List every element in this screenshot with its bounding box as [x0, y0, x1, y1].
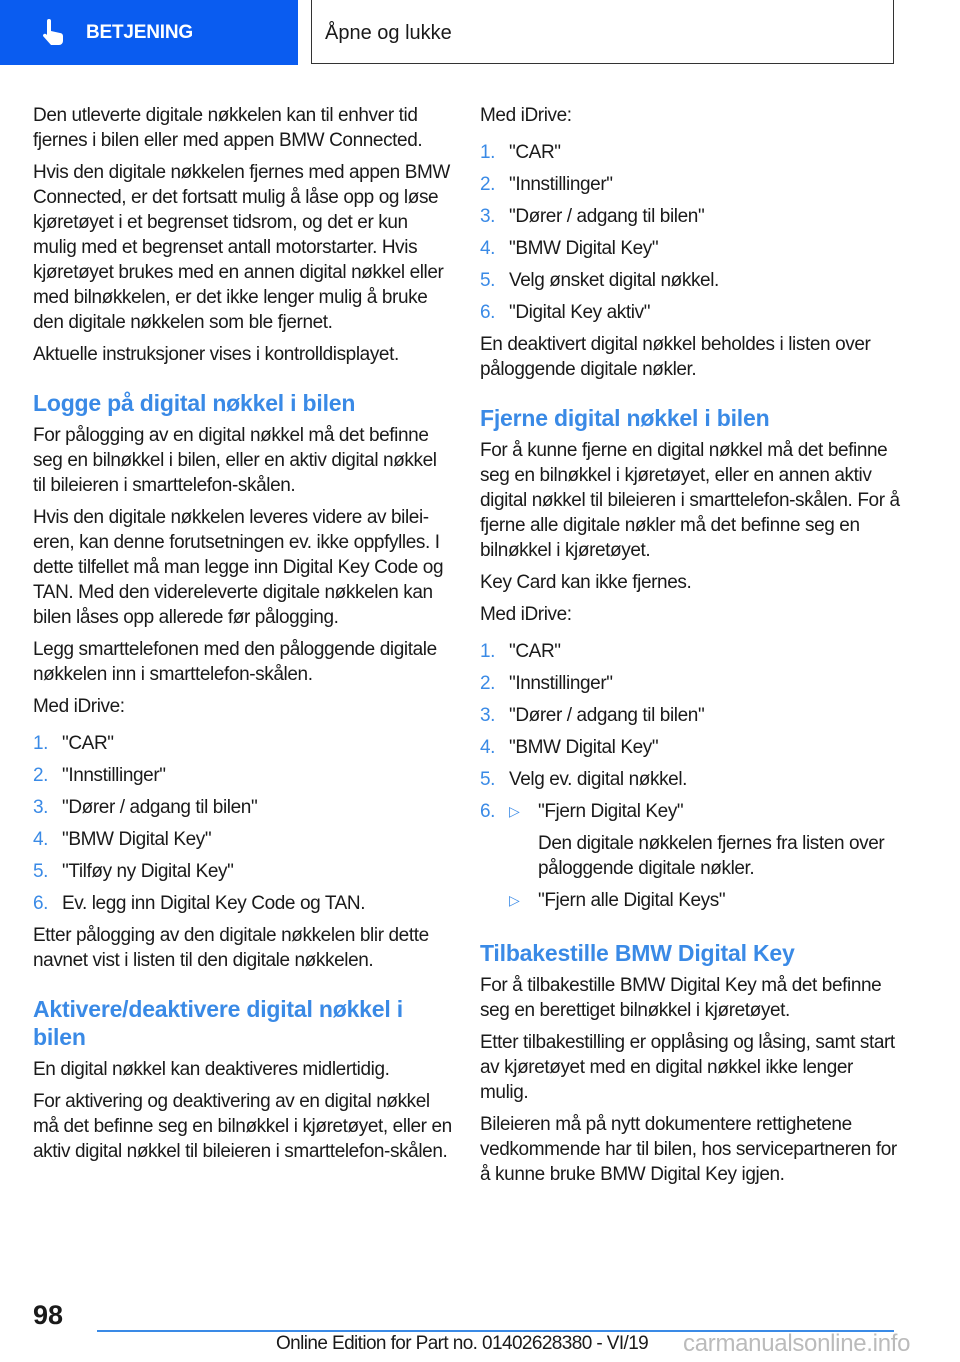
step-text: "Innstillinger": [509, 673, 613, 694]
step-number: 2.: [33, 765, 49, 786]
paragraph: For aktivering og deaktivering av en digital nøkkel må det befinne seg en bilnøkkel i kjøretøyet, eller en aktiv digital nøkkel til bileieren i smarttelefon-skålen.: [33, 1091, 452, 1162]
step-number: 3.: [480, 705, 496, 726]
paragraph: Legg smarttelefonen med den påloggende digitale nøkkelen inn i smarttelefon-skålen.: [33, 639, 437, 685]
paragraph: For å tilbakestille BMW Digital Key må det befinne seg en berettiget bilnøkkel i kjøretøyet.: [480, 975, 882, 1021]
step-text: "Dører / adgang til bilen": [62, 797, 258, 818]
list-item: [480, 140, 900, 165]
list-item: [480, 236, 900, 261]
step-list: [480, 639, 900, 824]
section-heading: Aktivere/deaktivere digital nøkkel i bilen: [33, 996, 403, 1050]
step-list: [33, 731, 453, 916]
list-item: [33, 763, 453, 788]
hand-pointer-icon: [40, 19, 66, 47]
step-text: "Dører / adgang til bilen": [509, 206, 705, 227]
right-column: [480, 103, 900, 1194]
sub-option: [509, 888, 900, 913]
list-item: [480, 735, 900, 760]
step-number: 4.: [480, 737, 496, 758]
sub-option-text: "Fjern alle Digital Keys": [538, 890, 726, 911]
step-number: 4.: [33, 829, 49, 850]
list-item: [480, 767, 900, 792]
paragraph: For pålogging av en digital nøkkel må det befinne seg en bilnøkkel i bilen, eller en aktiv digital nøkkel til bileieren i smarttelefon-skålen.: [33, 425, 437, 496]
watermark: carmanualsonline.info: [683, 1330, 911, 1357]
step-number: 5.: [480, 270, 496, 291]
step-text: "Innstillinger": [62, 765, 166, 786]
step-text: "CAR": [62, 733, 114, 754]
step-text: "Innstillinger": [509, 174, 613, 195]
step-number: 4.: [480, 238, 496, 259]
step-text: Velg ønsket digital nøkkel.: [509, 270, 719, 291]
step-number: 1.: [33, 733, 49, 754]
section-heading: Fjerne digital nøkkel i bilen: [480, 405, 770, 431]
step-list: [480, 140, 900, 325]
page-number: 98: [33, 1300, 64, 1330]
paragraph: Den utleverte digitale nøkkelen kan til enhver tid fjernes i bilen eller med appen BMW Connected.: [33, 105, 423, 151]
list-item: [33, 891, 453, 916]
step-text: Velg ev. digital nøkkel.: [509, 769, 688, 790]
list-item: [33, 731, 453, 756]
list-item: [480, 639, 900, 664]
paragraph: Hvis den digitale nøkkelen fjernes med appen BMW Connected, er det fortsatt mulig å låse opp og løse kjøretøyet i et begrenset tidsrom, og det er kun mulig med et begrenset antall motorstarter. Hvis kjøretøyet brukes med en annen digital nøkkel eller med bilnøkkelen, er det ikke lenger mulig å bruke den digitale nøkkelen som ble fjernet.: [33, 162, 450, 333]
paragraph: Med iDrive:: [33, 696, 125, 717]
list-item: [480, 268, 900, 293]
step-number: 5.: [480, 769, 496, 790]
step-number: 6.: [480, 801, 496, 822]
paragraph: Etter pålogging av den digitale nøkkelen blir dette navnet vist i listen til den digitale nøkkelen.: [33, 925, 429, 971]
paragraph: Bileieren må på nytt dokumentere rettighetene vedkommende har til bilen, hos servicepartneren for å kunne bruke BMW Digital Key igjen.: [480, 1114, 897, 1185]
triangle-bullet-icon: ▷: [509, 892, 520, 908]
step-text: "BMW Digital Key": [62, 829, 212, 850]
step-text: Ev. legg inn Digital Key Code og TAN.: [62, 893, 366, 914]
step-text: "BMW Digital Key": [509, 737, 659, 758]
section-label: BETJENING: [86, 21, 193, 43]
list-item: [480, 671, 900, 696]
triangle-bullet-icon: ▷: [509, 803, 520, 819]
step-number: 2.: [480, 673, 496, 694]
sub-option-text: "Fjern Digital Key": [538, 801, 684, 822]
paragraph: En deaktivert digital nøkkel beholdes i listen over påloggende digitale nøkler.: [480, 334, 871, 380]
step-number: 3.: [33, 797, 49, 818]
paragraph: Hvis den digitale nøkkelen leveres videre av bileieren, kan denne forutsetningen ev. ikke oppfylles. I dette tilfellet må man legge inn Digital Key Code og TAN. Med den videreleverte digitale nøkkelen kan bilen låses opp allerede før pålogging.: [33, 507, 444, 628]
section-heading: Logge på digital nøkkel i bilen: [33, 390, 356, 416]
paragraph: Key Card kan ikke fjernes.: [480, 572, 692, 593]
section-tab: [0, 0, 298, 65]
sub-option-description: Den digitale nøkkelen fjernes fra listen over påloggende digitale nøkler.: [538, 833, 885, 879]
section-heading: Tilbakestille BMW Digital Key: [480, 940, 795, 966]
step-number: 2.: [480, 174, 496, 195]
list-item: [480, 703, 900, 728]
step-number: 5.: [33, 861, 49, 882]
paragraph: For å kunne fjerne en digital nøkkel må det befinne seg en bilnøkkel i kjøretøyet, eller en annen aktiv digital nøkkel til bileieren i smarttelefon-skålen. For å fjerne alle digitale nøkler må det befinne seg en bilnøkkel i kjøretøyet.: [480, 440, 900, 561]
paragraph: En digital nøkkel kan deaktiveres midlertidig.: [33, 1059, 390, 1080]
step-number: 1.: [480, 142, 496, 163]
list-item: [480, 172, 900, 197]
list-item: [480, 300, 900, 325]
step-text: "Tilføy ny Digital Key": [62, 861, 234, 882]
left-column: [33, 103, 453, 1171]
list-item: [480, 204, 900, 229]
step-text: "CAR": [509, 142, 561, 163]
step-number: 6.: [33, 893, 49, 914]
list-item: [480, 799, 900, 824]
list-item: [33, 795, 453, 820]
paragraph: Aktuelle instruksjoner vises i kontrolldisplayet.: [33, 344, 399, 365]
list-item: [33, 827, 453, 852]
chapter-title-box: [311, 0, 894, 64]
edition-note: Online Edition for Part no. 01402628380 - VI/19: [276, 1333, 649, 1354]
step-text: "Dører / adgang til bilen": [509, 705, 705, 726]
sub-option: [509, 799, 683, 824]
chapter-title: Åpne og lukke: [325, 21, 452, 44]
paragraph: Med iDrive:: [480, 105, 572, 126]
list-item: [33, 859, 453, 884]
step-number: 6.: [480, 302, 496, 323]
step-text: "Digital Key aktiv": [509, 302, 651, 323]
step-number: 1.: [480, 641, 496, 662]
step-text: "CAR": [509, 641, 561, 662]
paragraph: Med iDrive:: [480, 604, 572, 625]
step-number: 3.: [480, 206, 496, 227]
paragraph: Etter tilbakestilling er opplåsing og låsing, samt start av kjøretøyet med en digital nøkkel ikke lenger mulig.: [480, 1032, 895, 1103]
step-text: "BMW Digital Key": [509, 238, 659, 259]
